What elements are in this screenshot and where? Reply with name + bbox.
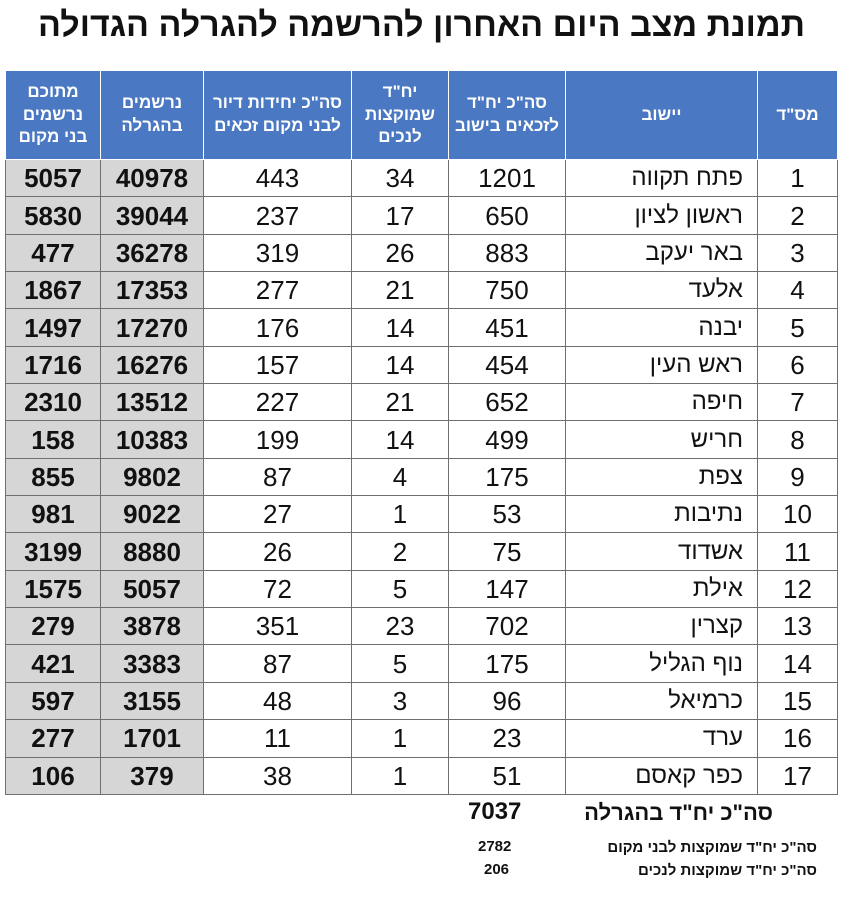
cell-local-registered: 1716 bbox=[6, 346, 101, 383]
summary-total-value: 7037 bbox=[468, 798, 522, 825]
cell-disabled-units: 14 bbox=[352, 421, 449, 458]
cell-local-units: 176 bbox=[204, 309, 352, 346]
table-row bbox=[6, 720, 838, 757]
header-local-registered: מתוכם נרשמים בני מקום bbox=[6, 71, 101, 160]
cell-total-units: 96 bbox=[449, 682, 566, 719]
header-settlement: יישוב bbox=[566, 71, 758, 160]
summary-disabled-value: 206 bbox=[484, 861, 510, 878]
cell-local-registered: 1575 bbox=[6, 570, 101, 607]
cell-disabled-units: 1 bbox=[352, 757, 449, 794]
cell-registered: 3878 bbox=[101, 608, 204, 645]
cell-index: 3 bbox=[758, 234, 838, 271]
table-row bbox=[6, 421, 838, 458]
cell-local-units: 237 bbox=[204, 197, 352, 234]
cell-registered: 40978 bbox=[101, 160, 204, 197]
cell-local-registered: 106 bbox=[6, 757, 101, 794]
table-row bbox=[6, 160, 838, 197]
cell-index: 16 bbox=[758, 720, 838, 757]
cell-disabled-units: 1 bbox=[352, 720, 449, 757]
cell-local-units: 277 bbox=[204, 272, 352, 309]
cell-total-units: 652 bbox=[449, 384, 566, 421]
cell-total-units: 499 bbox=[449, 421, 566, 458]
cell-total-units: 451 bbox=[449, 309, 566, 346]
table-row bbox=[6, 608, 838, 645]
cell-local-units: 199 bbox=[204, 421, 352, 458]
cell-registered: 17353 bbox=[101, 272, 204, 309]
cell-local-registered: 3199 bbox=[6, 533, 101, 570]
cell-registered: 17270 bbox=[101, 309, 204, 346]
cell-registered: 16276 bbox=[101, 346, 204, 383]
cell-disabled-units: 2 bbox=[352, 533, 449, 570]
summary-local-value: 2782 bbox=[478, 838, 512, 855]
cell-local-registered: 2310 bbox=[6, 384, 101, 421]
table-row bbox=[6, 570, 838, 607]
cell-registered: 3155 bbox=[101, 682, 204, 719]
table-row bbox=[6, 682, 838, 719]
cell-registered: 39044 bbox=[101, 197, 204, 234]
cell-settlement: קצרין bbox=[566, 608, 758, 645]
cell-disabled-units: 34 bbox=[352, 160, 449, 197]
cell-local-registered: 597 bbox=[6, 682, 101, 719]
cell-total-units: 147 bbox=[449, 570, 566, 607]
cell-total-units: 750 bbox=[449, 272, 566, 309]
cell-local-registered: 477 bbox=[6, 234, 101, 271]
table-row bbox=[6, 757, 838, 794]
cell-settlement: באר יעקב bbox=[566, 234, 758, 271]
cell-local-registered: 158 bbox=[6, 421, 101, 458]
cell-local-registered: 981 bbox=[6, 496, 101, 533]
summary-total-label: סה"כ יח"ד בהגרלה bbox=[584, 800, 773, 825]
cell-index: 1 bbox=[758, 160, 838, 197]
table-row bbox=[6, 309, 838, 346]
table-row bbox=[6, 272, 838, 309]
cell-index: 13 bbox=[758, 608, 838, 645]
cell-total-units: 702 bbox=[449, 608, 566, 645]
cell-settlement: צפת bbox=[566, 458, 758, 495]
header-disabled-units: יח"ד שמוקצות לנכים bbox=[352, 71, 449, 160]
header-local-units: סה"כ יחידות דיור לבני מקום זכאים bbox=[204, 71, 352, 160]
cell-settlement: חיפה bbox=[566, 384, 758, 421]
cell-disabled-units: 5 bbox=[352, 645, 449, 682]
cell-local-units: 48 bbox=[204, 682, 352, 719]
cell-local-registered: 279 bbox=[6, 608, 101, 645]
cell-registered: 9802 bbox=[101, 458, 204, 495]
table-row bbox=[6, 384, 838, 421]
cell-local-registered: 1867 bbox=[6, 272, 101, 309]
cell-disabled-units: 14 bbox=[352, 346, 449, 383]
cell-total-units: 454 bbox=[449, 346, 566, 383]
cell-local-units: 38 bbox=[204, 757, 352, 794]
cell-settlement: פתח תקווה bbox=[566, 160, 758, 197]
cell-registered: 3383 bbox=[101, 645, 204, 682]
header-index: מס"ד bbox=[758, 71, 838, 160]
table-row bbox=[6, 458, 838, 495]
cell-index: 10 bbox=[758, 496, 838, 533]
cell-disabled-units: 23 bbox=[352, 608, 449, 645]
cell-registered: 10383 bbox=[101, 421, 204, 458]
cell-total-units: 883 bbox=[449, 234, 566, 271]
cell-disabled-units: 26 bbox=[352, 234, 449, 271]
cell-total-units: 75 bbox=[449, 533, 566, 570]
cell-settlement: אשדוד bbox=[566, 533, 758, 570]
cell-settlement: ערד bbox=[566, 720, 758, 757]
cell-settlement: חריש bbox=[566, 421, 758, 458]
cell-disabled-units: 14 bbox=[352, 309, 449, 346]
cell-total-units: 175 bbox=[449, 645, 566, 682]
cell-index: 11 bbox=[758, 533, 838, 570]
cell-index: 6 bbox=[758, 346, 838, 383]
cell-local-registered: 1497 bbox=[6, 309, 101, 346]
cell-local-registered: 277 bbox=[6, 720, 101, 757]
cell-total-units: 51 bbox=[449, 757, 566, 794]
cell-registered: 13512 bbox=[101, 384, 204, 421]
cell-settlement: ראשון לציון bbox=[566, 197, 758, 234]
cell-registered: 8880 bbox=[101, 533, 204, 570]
header-registered: נרשמים בהגרלה bbox=[101, 71, 204, 160]
cell-index: 12 bbox=[758, 570, 838, 607]
cell-local-registered: 421 bbox=[6, 645, 101, 682]
cell-total-units: 53 bbox=[449, 496, 566, 533]
cell-index: 14 bbox=[758, 645, 838, 682]
cell-index: 4 bbox=[758, 272, 838, 309]
cell-local-units: 227 bbox=[204, 384, 352, 421]
summary-local-label: סה"כ יח"ד שמוקצות לבני מקום bbox=[607, 839, 817, 856]
cell-local-units: 11 bbox=[204, 720, 352, 757]
cell-local-units: 72 bbox=[204, 570, 352, 607]
lottery-table bbox=[5, 70, 838, 795]
cell-settlement: כפר קאסם bbox=[566, 757, 758, 794]
cell-local-registered: 855 bbox=[6, 458, 101, 495]
cell-disabled-units: 3 bbox=[352, 682, 449, 719]
cell-registered: 36278 bbox=[101, 234, 204, 271]
cell-disabled-units: 1 bbox=[352, 496, 449, 533]
table-row bbox=[6, 496, 838, 533]
cell-disabled-units: 5 bbox=[352, 570, 449, 607]
cell-index: 8 bbox=[758, 421, 838, 458]
table-row bbox=[6, 645, 838, 682]
cell-local-units: 443 bbox=[204, 160, 352, 197]
cell-registered: 5057 bbox=[101, 570, 204, 607]
cell-index: 7 bbox=[758, 384, 838, 421]
cell-total-units: 1201 bbox=[449, 160, 566, 197]
table-body bbox=[6, 160, 838, 795]
cell-local-units: 351 bbox=[204, 608, 352, 645]
cell-index: 9 bbox=[758, 458, 838, 495]
cell-local-units: 27 bbox=[204, 496, 352, 533]
table-header-row bbox=[6, 71, 838, 160]
page-title: תמונת מצב היום האחרון להרשמה להגרלה הגדולה bbox=[37, 6, 806, 44]
cell-total-units: 175 bbox=[449, 458, 566, 495]
cell-settlement: נתיבות bbox=[566, 496, 758, 533]
cell-local-units: 319 bbox=[204, 234, 352, 271]
cell-index: 5 bbox=[758, 309, 838, 346]
cell-registered: 1701 bbox=[101, 720, 204, 757]
cell-local-units: 87 bbox=[204, 645, 352, 682]
cell-index: 2 bbox=[758, 197, 838, 234]
table-row bbox=[6, 533, 838, 570]
cell-disabled-units: 21 bbox=[352, 272, 449, 309]
cell-total-units: 23 bbox=[449, 720, 566, 757]
cell-settlement: אלעד bbox=[566, 272, 758, 309]
table-row bbox=[6, 234, 838, 271]
cell-local-registered: 5830 bbox=[6, 197, 101, 234]
cell-settlement: כרמיאל bbox=[566, 682, 758, 719]
cell-settlement: יבנה bbox=[566, 309, 758, 346]
cell-settlement: נוף הגליל bbox=[566, 645, 758, 682]
cell-local-units: 157 bbox=[204, 346, 352, 383]
table-row bbox=[6, 197, 838, 234]
cell-index: 17 bbox=[758, 757, 838, 794]
cell-local-units: 87 bbox=[204, 458, 352, 495]
cell-registered: 9022 bbox=[101, 496, 204, 533]
cell-index: 15 bbox=[758, 682, 838, 719]
cell-settlement: ראש העין bbox=[566, 346, 758, 383]
cell-disabled-units: 21 bbox=[352, 384, 449, 421]
header-total-units: סה"כ יח"ד לזכאים בישוב bbox=[449, 71, 566, 160]
cell-disabled-units: 17 bbox=[352, 197, 449, 234]
cell-local-registered: 5057 bbox=[6, 160, 101, 197]
table-row bbox=[6, 346, 838, 383]
cell-local-units: 26 bbox=[204, 533, 352, 570]
cell-registered: 379 bbox=[101, 757, 204, 794]
cell-total-units: 650 bbox=[449, 197, 566, 234]
cell-settlement: אילת bbox=[566, 570, 758, 607]
summary-disabled-label: סה"כ יח"ד שמוקצות לנכים bbox=[637, 862, 817, 879]
cell-disabled-units: 4 bbox=[352, 458, 449, 495]
